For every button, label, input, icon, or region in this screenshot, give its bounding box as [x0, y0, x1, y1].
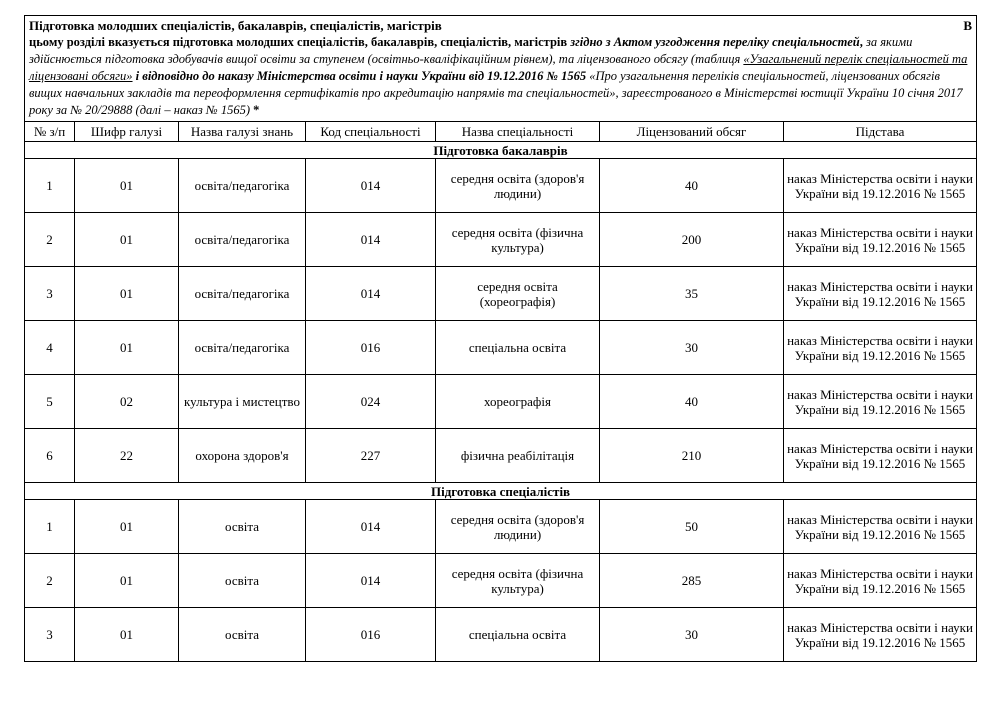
cell-specialty-code: 014: [306, 159, 436, 213]
cell-row-number: 5: [25, 375, 75, 429]
section-header-row: [25, 142, 977, 159]
cell-basis: наказ Міністерства освіти і науки України від 19.12.2016 № 1565: [784, 375, 977, 429]
cell-row-number: 4: [25, 321, 75, 375]
cell-licensed-volume: 210: [600, 429, 784, 483]
cell-row-number: 1: [25, 159, 75, 213]
table-row: [25, 608, 977, 662]
header-number: № з/п: [25, 122, 75, 142]
table-row: [25, 554, 977, 608]
cell-row-number: 2: [25, 554, 75, 608]
table-row: [25, 375, 977, 429]
section-header-row: [25, 483, 977, 500]
intro-table-link[interactable]: «Узагальнений перелік спеціальностей та ліцензовані обсяги»: [29, 52, 968, 83]
section-title: Підготовка спеціалістів: [25, 483, 977, 500]
cell-row-number: 3: [25, 267, 75, 321]
intro-heading-right: В: [963, 18, 973, 33]
intro-comma: ,: [859, 35, 863, 49]
cell-basis: наказ Міністерства освіти і науки України від 19.12.2016 № 1565: [784, 500, 977, 554]
cell-specialty-name: спеціальна освіта: [436, 608, 600, 662]
header-basis: Підстава: [784, 122, 977, 142]
cell-licensed-volume: 200: [600, 213, 784, 267]
cell-licensed-volume: 35: [600, 267, 784, 321]
cell-field-name: освіта/педагогіка: [179, 267, 306, 321]
intro-row: [25, 16, 977, 122]
table-row: [25, 500, 977, 554]
table-row: [25, 267, 977, 321]
cell-field-name: освіта/педагогіка: [179, 321, 306, 375]
cell-basis: наказ Міністерства освіти і науки України від 19.12.2016 № 1565: [784, 321, 977, 375]
cell-field-code: 01: [75, 213, 179, 267]
cell-field-code: 02: [75, 375, 179, 429]
cell-field-code: 01: [75, 608, 179, 662]
cell-specialty-name: фізична реабілітація: [436, 429, 600, 483]
table-row: [25, 159, 977, 213]
cell-basis: наказ Міністерства освіти і науки України від 19.12.2016 № 1565: [784, 267, 977, 321]
cell-basis: наказ Міністерства освіти і науки України від 19.12.2016 № 1565: [784, 429, 977, 483]
cell-licensed-volume: 30: [600, 608, 784, 662]
cell-basis: наказ Міністерства освіти і науки України від 19.12.2016 № 1565: [784, 554, 977, 608]
cell-licensed-volume: 30: [600, 321, 784, 375]
cell-specialty-name: хореографія: [436, 375, 600, 429]
cell-specialty-name: середня освіта (хореографія): [436, 267, 600, 321]
cell-field-name: освіта: [179, 500, 306, 554]
cell-field-name: освіта: [179, 608, 306, 662]
header-specialty-name: Назва спеціальності: [436, 122, 600, 142]
section-title: Підготовка бакалаврів: [25, 142, 977, 159]
header-field-code: Шифр галузі: [75, 122, 179, 142]
cell-field-code: 22: [75, 429, 179, 483]
cell-specialty-name: середня освіта (здоров'я людини): [436, 500, 600, 554]
intro-line3-italic: за якими здійснюється підготовка здобувачів вищої освіти за ступенем (освітньо-кваліфікаційним рівнем), та ліцензованого обсягу (таблиця: [29, 35, 913, 66]
table-row: [25, 321, 977, 375]
cell-specialty-code: 227: [306, 429, 436, 483]
cell-specialty-name: середня освіта (фізична культура): [436, 213, 600, 267]
cell-specialty-code: 024: [306, 375, 436, 429]
cell-licensed-volume: 285: [600, 554, 784, 608]
header-field-name: Назва галузі знань: [179, 122, 306, 142]
licensing-table: [24, 15, 977, 662]
intro-heading: [29, 17, 972, 34]
cell-licensed-volume: 40: [600, 375, 784, 429]
header-specialty-code: Код спеціальності: [306, 122, 436, 142]
cell-licensed-volume: 50: [600, 500, 784, 554]
intro-heading-left: Підготовка молодших спеціалістів, бакалаврів, спеціалістів, магістрів: [29, 18, 442, 33]
cell-row-number: 6: [25, 429, 75, 483]
cell-specialty-code: 014: [306, 267, 436, 321]
cell-basis: наказ Міністерства освіти і науки України від 19.12.2016 № 1565: [784, 608, 977, 662]
cell-field-code: 01: [75, 267, 179, 321]
intro-text: [25, 16, 977, 122]
cell-basis: наказ Міністерства освіти і науки України від 19.12.2016 № 1565: [784, 213, 977, 267]
cell-basis: наказ Міністерства освіти і науки України від 19.12.2016 № 1565: [784, 159, 977, 213]
intro-asterisk: *: [253, 103, 260, 117]
table-row: [25, 213, 977, 267]
cell-field-name: освіта/педагогіка: [179, 213, 306, 267]
intro-order-title: «Про узагальнення переліків спеціальностей, ліцензованих обсягів вищих навчальних закладів та переоформлення сертифікатів про акредитацію напрямів та спеціальностей», зареєстрованого в Міністерстві юстиції України 10 січня 2017 року за № 20/29888 (далі – наказ № 1565): [29, 69, 963, 117]
intro-line2-bold-italic: згідно з Актом узгодження переліку спеціальностей: [570, 35, 860, 49]
intro-order-reference: і відповідно до наказу Міністерства освіти і науки України від 19.12.2016 № 1565: [135, 69, 587, 83]
cell-licensed-volume: 40: [600, 159, 784, 213]
cell-field-name: освіта: [179, 554, 306, 608]
cell-specialty-code: 014: [306, 500, 436, 554]
header-licensed-volume: Ліцензований обсяг: [600, 122, 784, 142]
cell-field-code: 01: [75, 159, 179, 213]
cell-field-code: 01: [75, 500, 179, 554]
cell-field-name: охорона здоров'я: [179, 429, 306, 483]
cell-specialty-code: 014: [306, 213, 436, 267]
intro-line2-bold: цьому розділі вказується підготовка молодших спеціалістів, бакалаврів, спеціалістів, магістрів: [29, 35, 568, 49]
cell-row-number: 2: [25, 213, 75, 267]
table-header-row: [25, 122, 977, 142]
cell-specialty-name: середня освіта (фізична культура): [436, 554, 600, 608]
cell-field-name: освіта/педагогіка: [179, 159, 306, 213]
cell-row-number: 1: [25, 500, 75, 554]
cell-specialty-name: спеціальна освіта: [436, 321, 600, 375]
cell-row-number: 3: [25, 608, 75, 662]
cell-field-code: 01: [75, 321, 179, 375]
cell-field-code: 01: [75, 554, 179, 608]
cell-specialty-name: середня освіта (здоров'я людини): [436, 159, 600, 213]
cell-specialty-code: 016: [306, 608, 436, 662]
cell-specialty-code: 014: [306, 554, 436, 608]
cell-specialty-code: 016: [306, 321, 436, 375]
cell-field-name: культура і мистецтво: [179, 375, 306, 429]
table-row: [25, 429, 977, 483]
